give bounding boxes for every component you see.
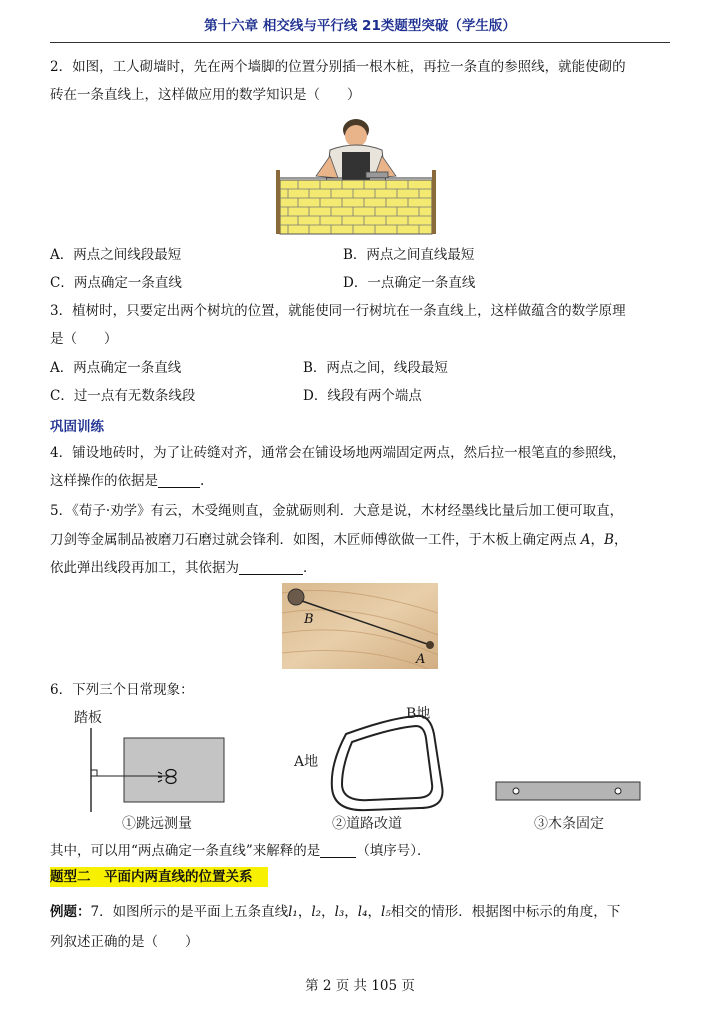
wood-board-figure xyxy=(282,583,438,669)
q7-comma: ， xyxy=(367,904,382,920)
wood-label-a: A xyxy=(416,652,426,667)
q5-stem-line2 xyxy=(50,531,627,549)
q3-option-c[interactable]: C．过一点有无数条线段 xyxy=(50,388,196,404)
q4-stem-text: 这样操作的依据是 xyxy=(50,473,158,489)
q6-stem: 6．下列三个日常现象： xyxy=(50,682,194,698)
q5-answer-blank[interactable] xyxy=(239,560,303,575)
section-title: 巩固训练 xyxy=(50,419,104,435)
q2-stem-line2: 砖在一条直线上，这样做应用的数学知识是（ ） xyxy=(50,87,361,103)
q3-option-d[interactable]: D．线段有两个端点 xyxy=(303,388,422,404)
q7-stem-line2: 列叙述正确的是（ ） xyxy=(50,934,199,950)
q4-stem-end: . xyxy=(200,473,205,489)
fig2-label-b: B地 xyxy=(406,706,431,722)
fig3-caption: ③木条固定 xyxy=(534,816,604,832)
q3-stem-line2: 是（ ） xyxy=(50,331,118,347)
ink-reel-icon xyxy=(288,589,304,605)
q3-option-b[interactable]: B．两点之间，线段最短 xyxy=(303,360,448,376)
nail-a-icon xyxy=(426,641,434,649)
q7-comma: ， xyxy=(321,904,335,920)
q6-answer-text: 其中，可以用“两点确定一条直线”来解释的是 xyxy=(50,843,321,859)
q3-stem-line1: 3．植树时，只要定出两个树坑的位置，就能使同一行树坑在一条直线上，这样做蕴含的数学原理 xyxy=(50,303,626,319)
q5-separator: ， xyxy=(590,532,605,548)
wood-label-b: B xyxy=(304,612,314,627)
q6-answer-hint: （填序号）． xyxy=(356,843,431,859)
nail-right-icon xyxy=(615,788,621,794)
road-diagram xyxy=(293,705,443,832)
q4-stem-line2 xyxy=(50,472,204,490)
bricklayer-figure xyxy=(276,112,436,236)
q2-stem-line1: 2．如图，工人砌墙时，先在两个墙脚的位置分别插一根木桩，再拉一条直的参照线，就能使砌的 xyxy=(50,59,626,75)
q2-option-d[interactable]: D．一点确定一条直线 xyxy=(343,275,476,291)
q7-stem-pre: 7．如图所示的是平面上五条直线 xyxy=(90,904,289,920)
fig2-caption: ②道路改道 xyxy=(332,816,402,832)
header-divider xyxy=(50,42,670,43)
q5-stem-end: ． xyxy=(303,560,317,576)
fig2-label-a: A地 xyxy=(294,754,319,770)
q4-answer-blank[interactable] xyxy=(158,473,200,488)
q7-stem-post: 相交的情形．根据图中标示的角度，下 xyxy=(390,904,621,920)
daily-phenomena-figure xyxy=(50,704,670,836)
q7-comma: ， xyxy=(344,904,358,920)
line-l3: l₃ xyxy=(334,904,345,920)
page-footer: 第 2 页 共 105 页 xyxy=(305,978,415,994)
q6-answer-blank[interactable] xyxy=(320,843,356,858)
line-l1: l₁ xyxy=(288,904,298,920)
long-jump-diagram xyxy=(74,709,224,832)
right-stake xyxy=(432,170,436,234)
line-l5: l₅ xyxy=(381,904,391,920)
fig1-label: 踏板 xyxy=(74,710,102,726)
line-l2: l₂ xyxy=(311,904,322,920)
q2-option-a[interactable]: A．两点之间线段最短 xyxy=(50,247,182,263)
line-l4: l₄ xyxy=(357,904,368,920)
worker-illustration xyxy=(316,119,396,186)
q5-point-a: A xyxy=(580,532,591,548)
q5-point-b: B xyxy=(604,532,614,548)
fig1-caption: ①跳远测量 xyxy=(122,816,192,832)
page-header: 第十六章 相交线与平行线 21类题型突破（学生版） xyxy=(204,18,516,34)
nail-left-icon xyxy=(513,788,519,794)
q5-stem-line2-pre: 刀剑等金属制品被磨刀石磨过就会锋利．如图，木匠师傅欲做一工件，于木板上确定两点 xyxy=(50,532,581,548)
example-label: 例题： xyxy=(50,904,91,920)
q2-option-c[interactable]: C．两点确定一条直线 xyxy=(50,275,182,291)
q5-stem-line3 xyxy=(50,559,317,577)
q5-stem-text: 依此弹出线段再加工，其依据为 xyxy=(50,560,239,576)
q7-stem-line1 xyxy=(50,903,620,921)
q5-stem-line2-post: ， xyxy=(613,532,628,548)
q2-option-b[interactable]: B．两点之间直线最短 xyxy=(343,247,475,263)
brick-wall xyxy=(280,180,432,234)
q4-stem-line1: 4．铺设地砖时，为了让砖缝对齐，通常会在铺设场地两端固定两点，然后拉一根笔直的参照线， xyxy=(50,445,626,461)
q3-option-a[interactable]: A．两点确定一条直线 xyxy=(50,360,182,376)
q7-comma: ， xyxy=(297,904,312,920)
topic-heading: 题型二 平面内两直线的位置关系 xyxy=(50,867,268,887)
wood-strip-diagram xyxy=(496,782,640,832)
left-stake xyxy=(276,170,280,234)
q6-answer-line xyxy=(50,842,431,860)
q5-stem-line1: 5．《荀子·劝学》有云，木受绳则直，金就砺则利．大意是说，木材经墨线比量后加工便可取直， xyxy=(50,503,624,519)
